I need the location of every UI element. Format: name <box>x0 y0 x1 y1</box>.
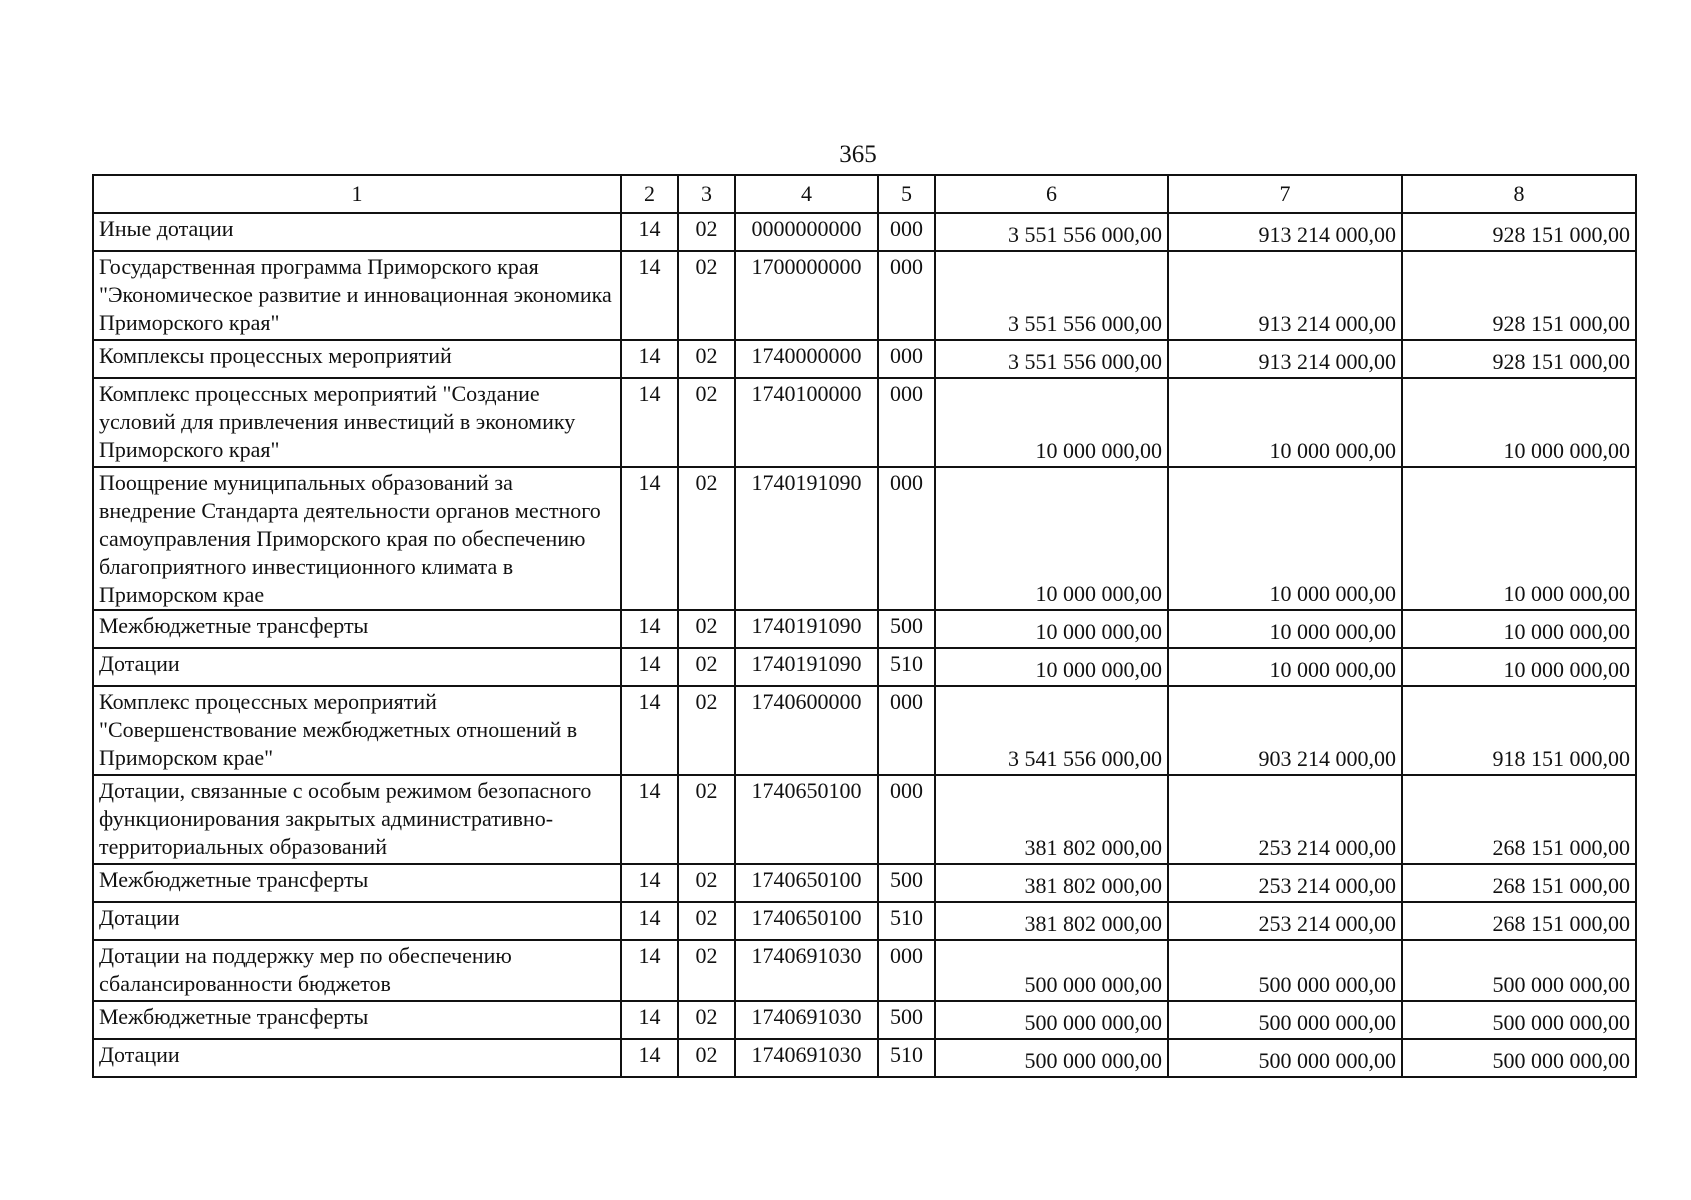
target-article-code: 1740191090 <box>735 648 878 686</box>
subsection-code: 02 <box>678 1039 735 1077</box>
amount-col6: 3 551 556 000,00 <box>935 251 1168 340</box>
amount-col7: 500 000 000,00 <box>1168 1001 1402 1039</box>
amount-col6: 381 802 000,00 <box>935 775 1168 864</box>
budget-table <box>92 174 1637 1078</box>
target-article-code: 1740650100 <box>735 864 878 902</box>
table-row <box>93 902 1636 940</box>
section-code: 14 <box>621 378 678 467</box>
section-code: 14 <box>621 648 678 686</box>
subsection-code: 02 <box>678 1001 735 1039</box>
subsection-code: 02 <box>678 467 735 610</box>
table-header-row <box>93 175 1636 213</box>
table-row <box>93 610 1636 648</box>
amount-col7: 253 214 000,00 <box>1168 902 1402 940</box>
amount-col8: 268 151 000,00 <box>1402 902 1636 940</box>
amount-col7: 913 214 000,00 <box>1168 340 1402 378</box>
subsection-code: 02 <box>678 775 735 864</box>
item-name: Межбюджетные трансферты <box>93 864 621 902</box>
amount-col7: 10 000 000,00 <box>1168 610 1402 648</box>
table-row <box>93 378 1636 467</box>
expense-type-code: 510 <box>878 1039 935 1077</box>
amount-col8: 500 000 000,00 <box>1402 1039 1636 1077</box>
section-code: 14 <box>621 467 678 610</box>
expense-type-code: 000 <box>878 251 935 340</box>
table-row <box>93 686 1636 775</box>
section-code: 14 <box>621 1001 678 1039</box>
subsection-code: 02 <box>678 864 735 902</box>
target-article-code: 0000000000 <box>735 213 878 251</box>
column-header: 1 <box>93 175 621 213</box>
amount-col7: 10 000 000,00 <box>1168 648 1402 686</box>
target-article-code: 1740650100 <box>735 775 878 864</box>
amount-col6: 10 000 000,00 <box>935 648 1168 686</box>
amount-col6: 3 551 556 000,00 <box>935 340 1168 378</box>
item-name: Государственная программа Приморского края "Экономическое развитие и инновационная экономика Приморского края" <box>93 251 621 340</box>
amount-col6: 3 541 556 000,00 <box>935 686 1168 775</box>
target-article-code: 1740691030 <box>735 1039 878 1077</box>
expense-type-code: 000 <box>878 467 935 610</box>
table-row <box>93 648 1636 686</box>
target-article-code: 1740691030 <box>735 1001 878 1039</box>
expense-type-code: 000 <box>878 378 935 467</box>
item-name: Комплекс процессных мероприятий "Совершенствование межбюджетных отношений в Приморском крае" <box>93 686 621 775</box>
section-code: 14 <box>621 1039 678 1077</box>
target-article-code: 1740650100 <box>735 902 878 940</box>
column-header: 3 <box>678 175 735 213</box>
section-code: 14 <box>621 251 678 340</box>
amount-col8: 500 000 000,00 <box>1402 1001 1636 1039</box>
column-header: 8 <box>1402 175 1636 213</box>
column-header: 4 <box>735 175 878 213</box>
table-row <box>93 1001 1636 1039</box>
amount-col8: 268 151 000,00 <box>1402 864 1636 902</box>
expense-type-code: 000 <box>878 686 935 775</box>
target-article-code: 1740100000 <box>735 378 878 467</box>
expense-type-code: 000 <box>878 340 935 378</box>
expense-type-code: 000 <box>878 940 935 1001</box>
table-row <box>93 940 1636 1001</box>
amount-col6: 3 551 556 000,00 <box>935 213 1168 251</box>
item-name: Дотации, связанные с особым режимом безопасного функционирования закрытых административно-территориальных образований <box>93 775 621 864</box>
amount-col7: 10 000 000,00 <box>1168 467 1402 610</box>
table-row <box>93 213 1636 251</box>
column-header: 5 <box>878 175 935 213</box>
table-row <box>93 467 1636 610</box>
column-header: 2 <box>621 175 678 213</box>
amount-col6: 381 802 000,00 <box>935 864 1168 902</box>
amount-col7: 913 214 000,00 <box>1168 213 1402 251</box>
subsection-code: 02 <box>678 648 735 686</box>
section-code: 14 <box>621 940 678 1001</box>
amount-col7: 500 000 000,00 <box>1168 940 1402 1001</box>
amount-col8: 928 151 000,00 <box>1402 213 1636 251</box>
item-name: Межбюджетные трансферты <box>93 610 621 648</box>
table-row <box>93 775 1636 864</box>
expense-type-code: 500 <box>878 1001 935 1039</box>
item-name: Поощрение муниципальных образований за внедрение Стандарта деятельности органов местного самоуправления Приморского края по обеспечению благоприятного инвестиционного климата в Приморском крае <box>93 467 621 610</box>
target-article-code: 1740191090 <box>735 467 878 610</box>
subsection-code: 02 <box>678 213 735 251</box>
item-name: Дотации <box>93 648 621 686</box>
table-row <box>93 1039 1636 1077</box>
item-name: Дотации на поддержку мер по обеспечению сбалансированности бюджетов <box>93 940 621 1001</box>
expense-type-code: 000 <box>878 213 935 251</box>
amount-col8: 10 000 000,00 <box>1402 467 1636 610</box>
amount-col6: 10 000 000,00 <box>935 378 1168 467</box>
amount-col8: 500 000 000,00 <box>1402 940 1636 1001</box>
item-name: Комплексы процессных мероприятий <box>93 340 621 378</box>
amount-col7: 253 214 000,00 <box>1168 775 1402 864</box>
section-code: 14 <box>621 610 678 648</box>
table-row <box>93 340 1636 378</box>
amount-col6: 500 000 000,00 <box>935 1001 1168 1039</box>
expense-type-code: 500 <box>878 864 935 902</box>
section-code: 14 <box>621 686 678 775</box>
amount-col6: 500 000 000,00 <box>935 1039 1168 1077</box>
section-code: 14 <box>621 213 678 251</box>
section-code: 14 <box>621 340 678 378</box>
item-name: Дотации <box>93 1039 621 1077</box>
item-name: Иные дотации <box>93 213 621 251</box>
table-row <box>93 251 1636 340</box>
target-article-code: 1740600000 <box>735 686 878 775</box>
table-row <box>93 864 1636 902</box>
amount-col6: 10 000 000,00 <box>935 467 1168 610</box>
amount-col7: 913 214 000,00 <box>1168 251 1402 340</box>
amount-col8: 268 151 000,00 <box>1402 775 1636 864</box>
subsection-code: 02 <box>678 251 735 340</box>
subsection-code: 02 <box>678 686 735 775</box>
amount-col8: 928 151 000,00 <box>1402 340 1636 378</box>
section-code: 14 <box>621 864 678 902</box>
amount-col6: 381 802 000,00 <box>935 902 1168 940</box>
amount-col7: 903 214 000,00 <box>1168 686 1402 775</box>
item-name: Дотации <box>93 902 621 940</box>
expense-type-code: 000 <box>878 775 935 864</box>
section-code: 14 <box>621 775 678 864</box>
expense-type-code: 500 <box>878 610 935 648</box>
item-name: Межбюджетные трансферты <box>93 1001 621 1039</box>
target-article-code: 1740000000 <box>735 340 878 378</box>
subsection-code: 02 <box>678 340 735 378</box>
subsection-code: 02 <box>678 902 735 940</box>
column-header: 6 <box>935 175 1168 213</box>
amount-col7: 253 214 000,00 <box>1168 864 1402 902</box>
page-number: 365 <box>839 141 877 168</box>
amount-col8: 928 151 000,00 <box>1402 251 1636 340</box>
subsection-code: 02 <box>678 610 735 648</box>
amount-col8: 10 000 000,00 <box>1402 378 1636 467</box>
amount-col6: 500 000 000,00 <box>935 940 1168 1001</box>
expense-type-code: 510 <box>878 648 935 686</box>
amount-col7: 10 000 000,00 <box>1168 378 1402 467</box>
amount-col6: 10 000 000,00 <box>935 610 1168 648</box>
amount-col7: 500 000 000,00 <box>1168 1039 1402 1077</box>
subsection-code: 02 <box>678 940 735 1001</box>
subsection-code: 02 <box>678 378 735 467</box>
expense-type-code: 510 <box>878 902 935 940</box>
target-article-code: 1740691030 <box>735 940 878 1001</box>
amount-col8: 918 151 000,00 <box>1402 686 1636 775</box>
item-name: Комплекс процессных мероприятий "Создание условий для привлечения инвестиций в экономику Приморского края" <box>93 378 621 467</box>
section-code: 14 <box>621 902 678 940</box>
target-article-code: 1740191090 <box>735 610 878 648</box>
amount-col8: 10 000 000,00 <box>1402 610 1636 648</box>
column-header: 7 <box>1168 175 1402 213</box>
amount-col8: 10 000 000,00 <box>1402 648 1636 686</box>
target-article-code: 1700000000 <box>735 251 878 340</box>
